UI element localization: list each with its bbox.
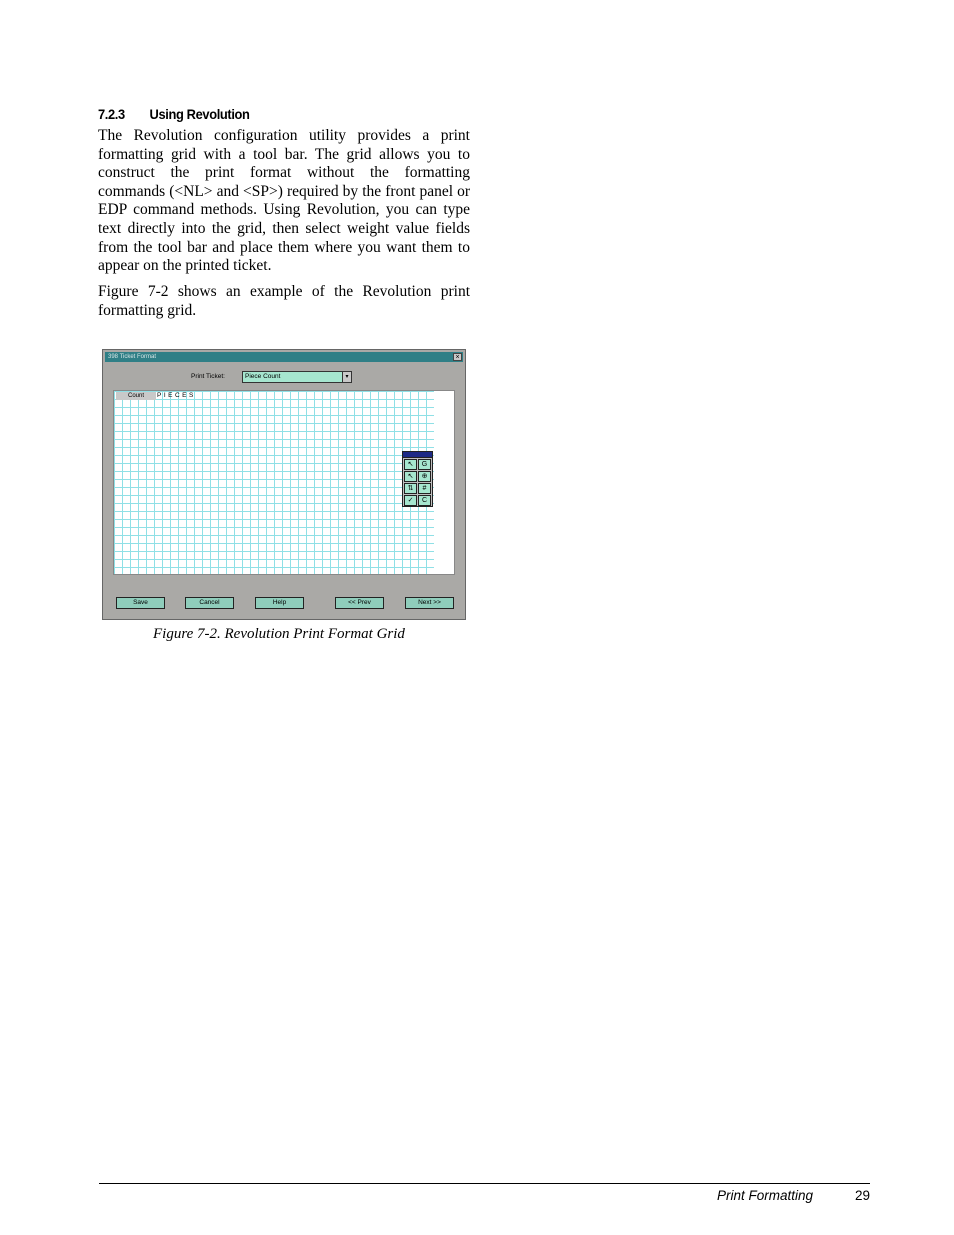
window-title: 398 Ticket Format [108, 354, 157, 360]
toolbox-palette [402, 451, 433, 507]
print-ticket-label: Print Ticket: [191, 373, 225, 380]
page-number: 29 [855, 1188, 871, 1203]
arrows-tool-icon[interactable]: ⇅ [404, 483, 417, 494]
check-tool-icon[interactable]: ✓ [404, 495, 417, 506]
grid-text-pieces: PIECES [157, 392, 196, 399]
paragraph-intro: The Revolution configuration utility provides a print formatting grid with a tool bar. The grid allows you to construct the print format without the formatting commands (<NL> and <SP>) required by the front panel or EDP command methods. Using Revolution, you can type text directly into the grid, then select weight value fields from the tool bar and place them where you want them to appear on the printed ticket. [98, 127, 470, 275]
section-number: 7.2.3 [98, 106, 125, 122]
save-button[interactable]: Save [116, 597, 165, 609]
cancel-button[interactable]: Cancel [185, 597, 234, 609]
revolution-screenshot [102, 349, 466, 620]
help-button[interactable]: Help [255, 597, 304, 609]
footer-divider [99, 1183, 870, 1184]
prev-button[interactable]: << Prev [335, 597, 384, 609]
toolbox-tools [403, 458, 432, 507]
print-ticket-value: Piece Count [245, 373, 281, 380]
grid-margin [434, 391, 454, 574]
gross-tool-icon[interactable]: G [418, 459, 431, 470]
clear-tool-icon[interactable]: C [418, 495, 431, 506]
target-tool-icon[interactable]: ⊕ [418, 471, 431, 482]
print-ticket-select[interactable] [242, 371, 352, 383]
count-tool-icon[interactable]: # [418, 483, 431, 494]
footer-section-title: Print Formatting [717, 1188, 814, 1203]
chevron-down-icon[interactable]: ▾ [342, 372, 351, 382]
section-title: Using Revolution [149, 106, 250, 122]
next-button[interactable]: Next >> [405, 597, 454, 609]
select-tool-icon[interactable]: ↖ [404, 459, 417, 470]
section-heading [98, 106, 250, 122]
grid-field-count[interactable]: Count [116, 392, 156, 400]
pointer-tool-icon[interactable]: ↖ [404, 471, 417, 482]
figure-caption: Figure 7-2. Revolution Print Format Grid [153, 626, 405, 642]
paragraph-figure-ref: Figure 7-2 shows an example of the Revolution print formatting grid. [98, 283, 470, 319]
close-icon[interactable]: × [453, 353, 462, 361]
window-titlebar [105, 352, 463, 362]
format-grid[interactable] [113, 390, 455, 575]
